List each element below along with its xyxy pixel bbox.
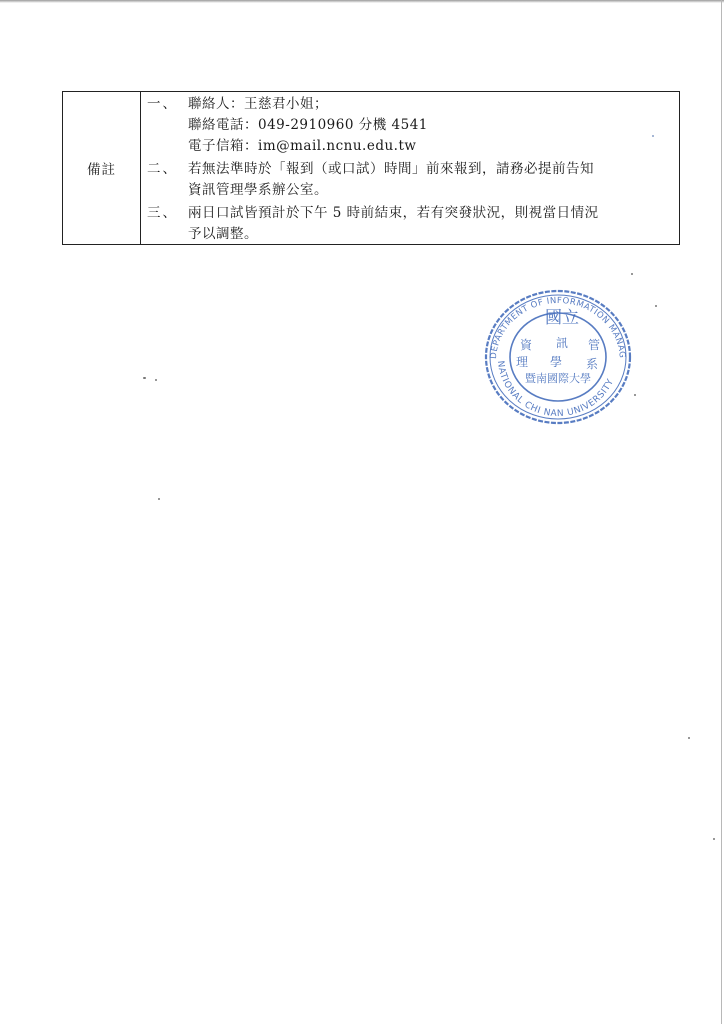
scan-speck xyxy=(631,273,633,275)
scan-speck xyxy=(155,379,157,381)
page-top-edge xyxy=(0,0,724,3)
seal-top-text: DEPARTMENT OF INFORMATION MANAG xyxy=(488,295,628,360)
scan-speck xyxy=(655,305,657,307)
seal-char: 學 xyxy=(549,355,563,369)
scan-speck xyxy=(713,838,715,840)
remarks-label: 備註 xyxy=(63,92,141,244)
item-number: 二、 xyxy=(147,161,178,177)
seal-char: 理 xyxy=(515,355,529,369)
contact-email: 電子信箱：im@mail.ncnu.edu.tw xyxy=(188,138,417,154)
remarks-table xyxy=(62,91,680,245)
item-number: 三、 xyxy=(147,205,178,221)
seal-graphic xyxy=(476,281,636,431)
scan-speck xyxy=(688,737,690,739)
scan-speck xyxy=(652,135,654,137)
contact-phone: 聯絡電話：049-2910960 分機 4541 xyxy=(188,117,428,133)
seal-bottom-text: NATIONAL CHI NAN UNIVERSITY xyxy=(494,360,617,420)
page-right-edge xyxy=(721,0,722,1024)
scan-speck xyxy=(158,498,160,500)
seal-char: 系 xyxy=(585,357,599,371)
seal-char: 資 xyxy=(519,338,533,352)
department-seal xyxy=(476,281,636,431)
late-arrival-note-cont: 資訊管理學系辦公室。 xyxy=(188,182,328,198)
end-time-note: 兩日口試皆預計於下午 5 時前結束，若有突發狀況，則視當日情況 xyxy=(188,205,599,221)
contact-person: 聯絡人：王慈君小姐； xyxy=(188,96,328,112)
scan-speck xyxy=(143,377,146,379)
seal-university-name: 暨南國際大學 xyxy=(525,372,591,385)
seal-national: 國立 xyxy=(545,308,579,328)
remarks-content xyxy=(141,92,679,246)
item-number: 一、 xyxy=(147,96,178,112)
seal-char: 訊 xyxy=(555,336,569,350)
seal-char: 管 xyxy=(587,338,601,352)
late-arrival-note: 若無法準時於「報到（或口試）時間」前來報到，請務必提前告知 xyxy=(188,161,594,177)
end-time-note-cont: 予以調整。 xyxy=(188,226,258,242)
scan-speck xyxy=(634,394,636,396)
